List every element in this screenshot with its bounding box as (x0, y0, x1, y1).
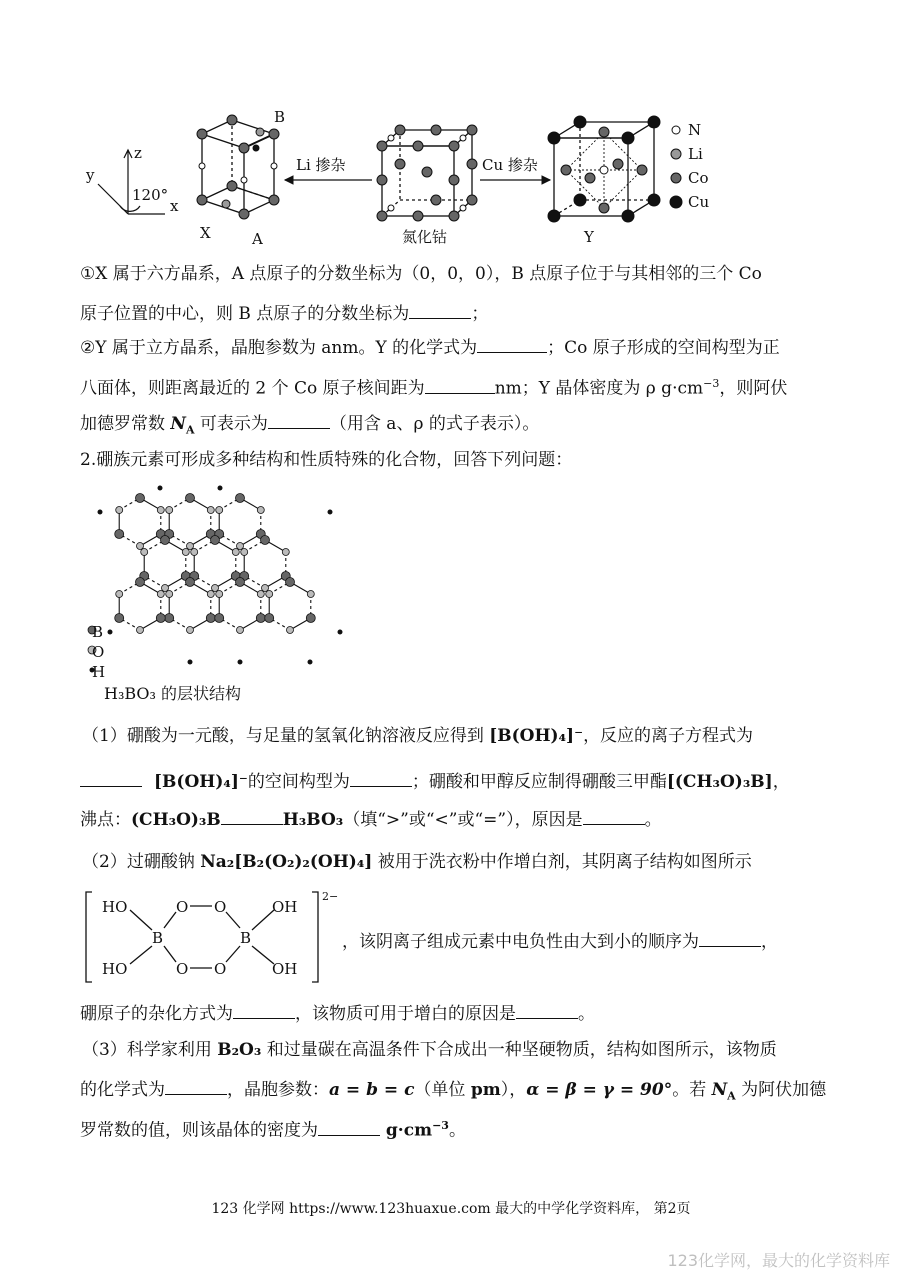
legend-co: Co (688, 169, 709, 187)
oxygen-atom (216, 507, 223, 514)
anion-oh-bottom: OH (272, 960, 298, 978)
h3bo3-layer-figure (80, 482, 370, 708)
oxygen-atom (141, 549, 148, 556)
q2-p4: （2）过硼酸钠 Na₂[B₂(O₂)₂(OH)₄] 被用于洗衣粉中作增白剂，其阴离子结构如图所示 (82, 852, 752, 872)
hydrogen-atom (158, 486, 163, 491)
oxygen-atom (262, 585, 269, 592)
oxygen-atom (287, 627, 294, 634)
oxygen-atom (241, 549, 248, 556)
arrow-li-label: Li 掺杂 (296, 156, 346, 174)
boron-atom (211, 536, 220, 545)
hydrogen-atom (328, 510, 333, 515)
watermark: 123化学网，最大的化学资料库 (667, 1251, 890, 1270)
legend-li: Li (688, 145, 703, 163)
oxygen-atom (232, 549, 239, 556)
answer-blank (477, 334, 547, 353)
oxygen-atom (116, 591, 123, 598)
answer-blank (583, 806, 645, 825)
hydrogen-atom (98, 510, 103, 515)
boron-atom (215, 614, 224, 623)
boron-atom (136, 578, 145, 587)
answer-blank (80, 768, 142, 787)
boron-atom (265, 614, 274, 623)
legend-h: H (92, 663, 106, 681)
answer-blank (268, 410, 330, 429)
anion-oh-top: OH (272, 898, 298, 916)
hydrogen-atom (188, 660, 193, 665)
answer-blank (233, 1000, 295, 1019)
anion-b-right: B (240, 929, 252, 947)
boron-atom (186, 494, 195, 503)
crystal-figure (80, 108, 740, 250)
oxygen-atom (187, 627, 194, 634)
answer-blank (409, 300, 471, 319)
oxygen-atom (157, 507, 164, 514)
hydrogen-atom (238, 660, 243, 665)
boron-atom (236, 578, 245, 587)
boron-atom (156, 614, 165, 623)
legend-o: O (92, 643, 105, 661)
oxygen-atom (166, 591, 173, 598)
oxygen-atom (207, 591, 214, 598)
label-x: X (200, 224, 211, 242)
anion-o-1: O (176, 898, 189, 916)
q1-line-2: 原子位置的中心，则 B 点原子的分数坐标为 ； (80, 300, 488, 326)
boron-atom (256, 614, 265, 623)
label-y: Y (584, 228, 594, 246)
q2-p8: 的化学式为 ，晶胞参数：a = b = c（单位 pm），α = β = γ = 90°。若 $N_A$ 为阿伏加德 (80, 1076, 826, 1108)
boron-atom (186, 578, 195, 587)
q2-p7: （3）科学家利用 B₂O₃ 和过量碳在高温条件下合成出一种坚硬物质，结构如图所示，该物质 (82, 1040, 777, 1060)
oxygen-atom (216, 591, 223, 598)
label-a: A (252, 230, 263, 248)
answer-blank (165, 1076, 227, 1095)
boron-atom (136, 494, 145, 503)
oxygen-atom (212, 585, 219, 592)
anion-ho-top: HO (102, 898, 128, 916)
boron-atom (161, 536, 170, 545)
legend-cu: Cu (688, 193, 710, 211)
q2-p3: 沸点：(CH₃O)₃B H₃BO₃（填“>”或“<”或“=”），原因是 。 (80, 806, 662, 832)
q2-p1: （1）硼酸为一元酸，与足量的氢氧化钠溶液反应得到 [B(OH)₄]⁻，反应的离子方程式为 (82, 726, 754, 746)
coordinate-axes (98, 150, 165, 214)
oxygen-atom (187, 543, 194, 550)
axis-z-label: z (134, 144, 142, 162)
oxygen-atom (166, 507, 173, 514)
axis-x-label: x (170, 197, 179, 215)
hydrogen-atom (338, 630, 343, 635)
arrow-cu-label: Cu 掺杂 (482, 156, 538, 174)
h3bo3-caption: H₃BO₃ 的层状结构 (104, 684, 242, 703)
boron-atom (165, 614, 174, 623)
anion-o-2: O (214, 898, 227, 916)
anion-structure (80, 888, 342, 988)
anion-ho-bottom: HO (102, 960, 128, 978)
hydrogen-atom (218, 486, 223, 491)
oxygen-atom (307, 591, 314, 598)
boron-atom (306, 614, 315, 623)
oxygen-atom (237, 627, 244, 634)
q1-line-3: ②Y 属于立方晶系，晶胞参数为 anm。Y 的化学式为 ；Co 原子形成的空间构型为正 (80, 334, 780, 360)
angle-label: 120° (132, 186, 169, 204)
oxygen-atom (137, 627, 144, 634)
page-footer: 123 化学网 https://www.123huaxue.com 最大的中学化学资料库， 第2页 (211, 1201, 691, 1217)
q2-p5: ，该阴离子组成元素中电负性由大到小的顺序为 ， (342, 928, 778, 954)
boron-atom (115, 530, 124, 539)
q1-line-4: 八面体，则距离最近的 2 个 Co 原子核间距为 nm；Y 晶体密度为 ρ $g\cdot cm^{-3}$，则阿伏 (80, 372, 787, 401)
oxygen-atom (282, 549, 289, 556)
oxygen-atom (162, 585, 169, 592)
q2-p2: [B(OH)₄]⁻的空间构型为 ；硼酸和甲醇反应制得硼酸三甲酯[(CH₃O)₃B]， (80, 768, 790, 794)
axis-y-label: y (86, 166, 95, 184)
oxygen-atom (116, 507, 123, 514)
answer-blank (516, 1000, 578, 1019)
oxygen-atom (207, 507, 214, 514)
answer-blank (699, 928, 761, 947)
q2-p9: 罗常数的值，则该晶体的密度为 $g\cdot cm^{-3}$。 (80, 1114, 466, 1143)
center-caption: 氮化钴 (402, 228, 448, 246)
anion-o-4: O (214, 960, 227, 978)
oxygen-atom (257, 507, 264, 514)
label-b: B (274, 108, 286, 126)
arrow-li (285, 176, 372, 184)
answer-blank (221, 806, 283, 825)
boron-atom (115, 614, 124, 623)
anion-o-3: O (176, 960, 189, 978)
oxygen-atom (237, 543, 244, 550)
anion-charge: 2− (322, 890, 339, 903)
hydrogen-atom (308, 660, 313, 665)
oxygen-atom (182, 549, 189, 556)
q1-line-5: 加德罗常数 $N_A$ 可表示为 （用含 a、ρ 的式子表示）。 (80, 410, 539, 442)
legend-figure1 (670, 126, 682, 208)
boron-atom (236, 494, 245, 503)
boron-atom (286, 578, 295, 587)
hydrogen-atom (108, 630, 113, 635)
boron-atom (261, 536, 270, 545)
anion-b-left: B (152, 929, 164, 947)
q2-title: 2.硼族元素可形成多种结构和性质特殊的化合物，回答下列问题： (80, 450, 573, 470)
cell-cobalt-nitride-atoms (377, 125, 477, 221)
q1-line-1: ①X 属于六方晶系，A 点原子的分数坐标为（0，0，0），B 点原子位于与其相邻的三个 Co (80, 264, 762, 284)
oxygen-atom (191, 549, 198, 556)
answer-blank (425, 375, 495, 394)
legend-n: N (688, 121, 702, 139)
arrow-cu (480, 176, 550, 184)
legend-b: B (92, 623, 104, 641)
answer-blank (318, 1117, 380, 1136)
oxygen-atom (137, 543, 144, 550)
boron-atom (206, 614, 215, 623)
oxygen-atom (257, 591, 264, 598)
q2-p6: 硼原子的杂化方式为 ，该物质可用于增白的原因是 。 (80, 1000, 595, 1026)
oxygen-atom (266, 591, 273, 598)
answer-blank (350, 768, 412, 787)
oxygen-atom (157, 591, 164, 598)
